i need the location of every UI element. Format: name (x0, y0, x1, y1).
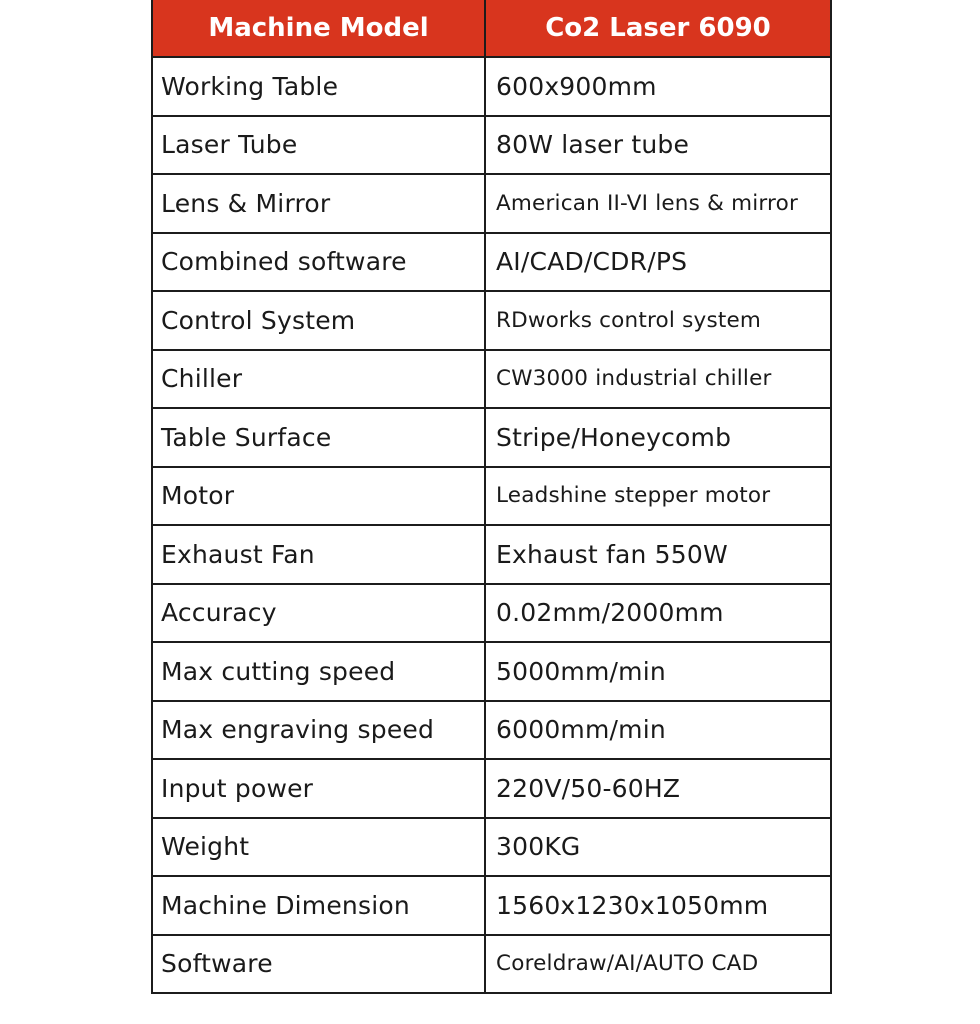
spec-label: Accuracy (152, 584, 485, 643)
spec-value: 600x900mm (485, 57, 831, 116)
header-model: Co2 Laser 6090 (485, 0, 831, 57)
spec-row-working-table (152, 57, 831, 116)
header-label: Machine Model (152, 0, 485, 57)
spec-label: Weight (152, 818, 485, 877)
spec-label: Motor (152, 467, 485, 526)
spec-value: Leadshine stepper motor (485, 467, 831, 526)
spec-label: Combined software (152, 233, 485, 292)
spec-label: Input power (152, 759, 485, 818)
spec-value: 0.02mm/2000mm (485, 584, 831, 643)
spec-value: Coreldraw/AI/AUTO CAD (485, 935, 831, 994)
spec-label: Working Table (152, 57, 485, 116)
spec-row-machine-dimension (152, 876, 831, 935)
spec-value: 6000mm/min (485, 701, 831, 760)
spec-value: CW3000 industrial chiller (485, 350, 831, 409)
spec-value: Exhaust fan 550W (485, 525, 831, 584)
spec-row-weight (152, 818, 831, 877)
spec-row-software (152, 935, 831, 994)
spec-value: 5000mm/min (485, 642, 831, 701)
spec-row-chiller (152, 350, 831, 409)
spec-value: 220V/50-60HZ (485, 759, 831, 818)
spec-value: AI/CAD/CDR/PS (485, 233, 831, 292)
spec-row-max-engraving-speed (152, 701, 831, 760)
spec-label: Software (152, 935, 485, 994)
spec-label: Machine Dimension (152, 876, 485, 935)
spec-row-max-cutting-speed (152, 642, 831, 701)
spec-row-table-surface (152, 408, 831, 467)
spec-table (151, 0, 832, 994)
header-row (152, 0, 831, 57)
spec-label: Max cutting speed (152, 642, 485, 701)
spec-value: 80W laser tube (485, 116, 831, 175)
spec-row-laser-tube (152, 116, 831, 175)
spec-label: Laser Tube (152, 116, 485, 175)
spec-label: Lens & Mirror (152, 174, 485, 233)
spec-label: Chiller (152, 350, 485, 409)
spec-value: 300KG (485, 818, 831, 877)
spec-value: RDworks control system (485, 291, 831, 350)
spec-row-motor (152, 467, 831, 526)
spec-label: Exhaust Fan (152, 525, 485, 584)
spec-row-input-power (152, 759, 831, 818)
spec-value: Stripe/Honeycomb (485, 408, 831, 467)
spec-value: American II-VI lens & mirror (485, 174, 831, 233)
spec-row-accuracy (152, 584, 831, 643)
spec-row-exhaust-fan (152, 525, 831, 584)
spec-row-lens-mirror (152, 174, 831, 233)
spec-row-combined-software (152, 233, 831, 292)
spec-label: Max engraving speed (152, 701, 485, 760)
spec-label: Control System (152, 291, 485, 350)
spec-label: Table Surface (152, 408, 485, 467)
spec-row-control-system (152, 291, 831, 350)
spec-value: 1560x1230x1050mm (485, 876, 831, 935)
